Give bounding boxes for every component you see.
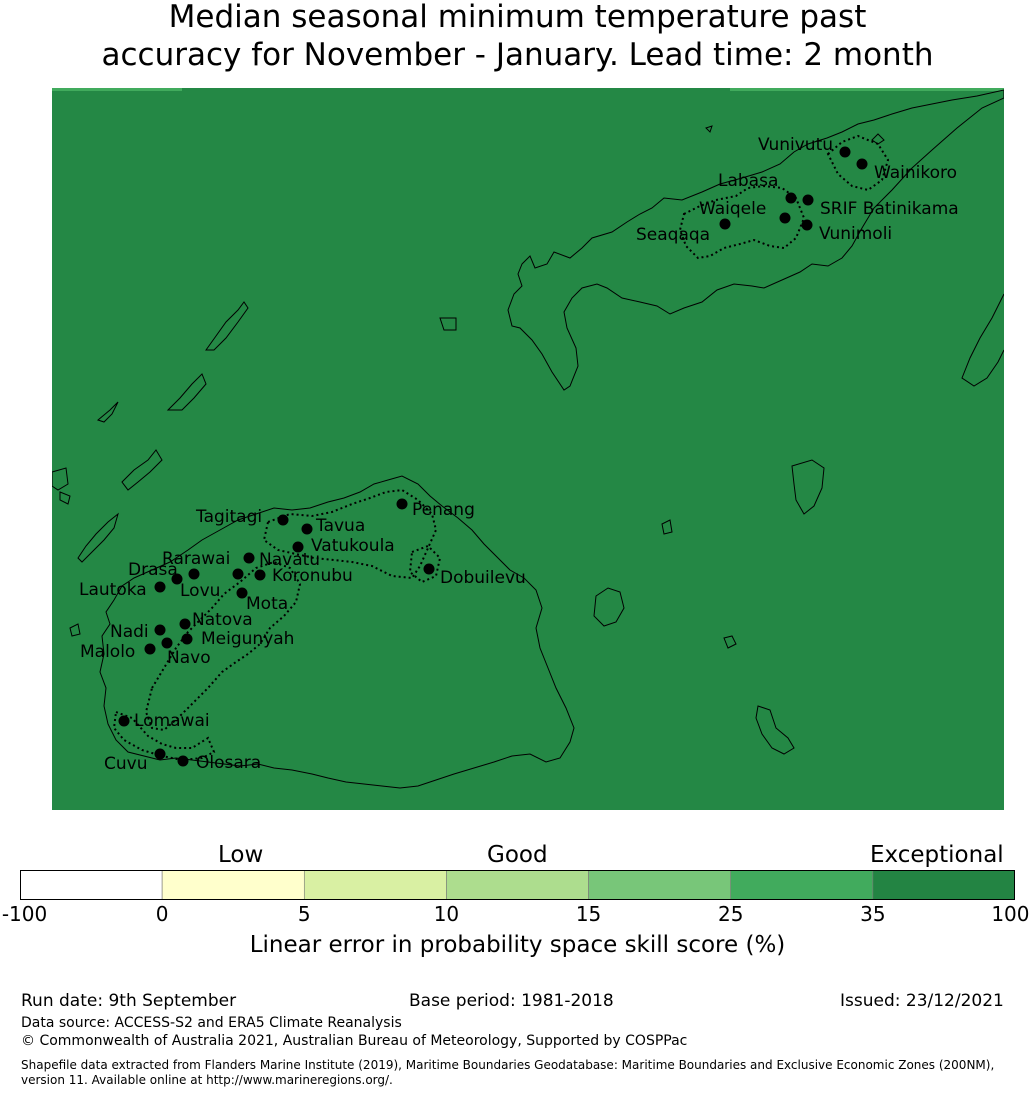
station-marker [244, 553, 255, 564]
station-marker [786, 193, 797, 204]
station-marker [857, 159, 868, 170]
station-label: Wainikoro [874, 163, 958, 183]
station-marker [180, 619, 191, 630]
station-marker [155, 582, 166, 593]
station-label: Labasa [718, 171, 779, 191]
station-label: Natova [192, 610, 253, 630]
station-label: Waiqele [699, 199, 767, 219]
station-marker [278, 515, 289, 526]
station-label: Vunimoli [819, 224, 893, 244]
issued-date: Issued: 23/12/2021 [840, 991, 1004, 1011]
skill-map [52, 88, 1004, 810]
station-marker [189, 569, 200, 580]
run-date: Run date: 9th September [21, 991, 237, 1011]
colorbar-tick-label: 0 [155, 902, 169, 926]
station-marker [155, 625, 166, 636]
station-label: Dobuilevu [440, 568, 526, 588]
station-label: Tagitagi [196, 507, 263, 527]
shapefile-credit: Shapefile data extracted from Flanders Marine Institute (2019), Maritime Boundaries Geodatabase: Maritime Boundaries and Exclusive Economic Zones (200NM), version 11. Available online at http://www.marineregions.org/. [21, 1058, 995, 1087]
station-label: SRIF Batinikama [820, 199, 959, 219]
colorbar-tick-label: 15 [575, 902, 602, 926]
colorbar-bin [589, 871, 731, 900]
data-source: Data source: ACCESS-S2 and ERA5 Climate Reanalysis [21, 1015, 402, 1031]
colorbar-bin [304, 871, 446, 900]
station-label: Seaqaqa [636, 225, 711, 245]
station-label: Mota [246, 594, 289, 614]
colorbar-label: Linear error in probability space skill score (%) [249, 932, 786, 958]
station-marker [233, 569, 244, 580]
colorbar-tick-label: 100 [991, 902, 1030, 926]
station-label: Penang [412, 500, 475, 520]
colorbar-tick-label: 5 [297, 902, 311, 926]
base-period: Base period: 1981-2018 [409, 991, 614, 1011]
copyright: © Commonwealth of Australia 2021, Australian Bureau of Meteorology, Supported by COSPPac [21, 1033, 688, 1049]
station-label: Tavua [316, 516, 366, 536]
station-label: Lovu [180, 581, 221, 601]
station-marker [802, 220, 813, 231]
station-marker [424, 564, 435, 575]
station-label: Cuvu [104, 754, 148, 774]
station-marker [145, 644, 156, 655]
station-label: Navatu [259, 550, 321, 570]
map-title-line2: accuracy for November - January. Lead time: 2 month [101, 37, 934, 73]
station-label: Vunivutu [758, 135, 834, 155]
station-marker [178, 756, 189, 767]
station-marker [155, 749, 166, 760]
station-label: Lomawai [134, 711, 210, 731]
station-label: Vatukoula [311, 536, 395, 556]
colorbar-tick-label: 35 [860, 902, 886, 926]
station-marker [182, 634, 193, 645]
colorbar-bin [873, 871, 1015, 900]
colorbar-tick-label: 10 [433, 902, 460, 926]
station-label: Nadi [110, 622, 149, 642]
colorbar-bin [731, 871, 873, 900]
map-top-strip-left [52, 88, 182, 91]
station-marker [255, 570, 266, 581]
colorbar-bin [162, 871, 304, 900]
legend-category-exceptional: Exceptional [870, 842, 1004, 868]
legend-category-good: Good [487, 842, 548, 868]
colorbar-tick-label: 25 [717, 902, 744, 926]
station-marker [840, 147, 851, 158]
station-marker [803, 195, 814, 206]
colorbar-bin [446, 871, 588, 900]
station-label: Navo [167, 648, 211, 668]
map-top-strip-right [730, 88, 1004, 91]
station-label: Malolo [80, 642, 136, 662]
station-marker [119, 716, 130, 727]
station-label: Olosara [196, 753, 262, 773]
station-label: Koronubu [272, 566, 353, 586]
station-marker [397, 499, 408, 510]
station-marker [720, 219, 731, 230]
station-marker [780, 213, 791, 224]
station-label: Lautoka [79, 580, 147, 600]
colorbar-bin [20, 871, 162, 900]
map-title-line1: Median seasonal minimum temperature past [168, 0, 867, 35]
station-label: Rarawai [162, 549, 231, 569]
station-marker [162, 638, 173, 649]
colorbar [20, 870, 1015, 900]
legend-category-low: Low [218, 842, 264, 868]
station-label: Meigunyah [201, 629, 295, 649]
station-marker [302, 524, 313, 535]
station-label: Drasa [128, 560, 178, 580]
colorbar-tick-label: -100 [1, 902, 48, 926]
